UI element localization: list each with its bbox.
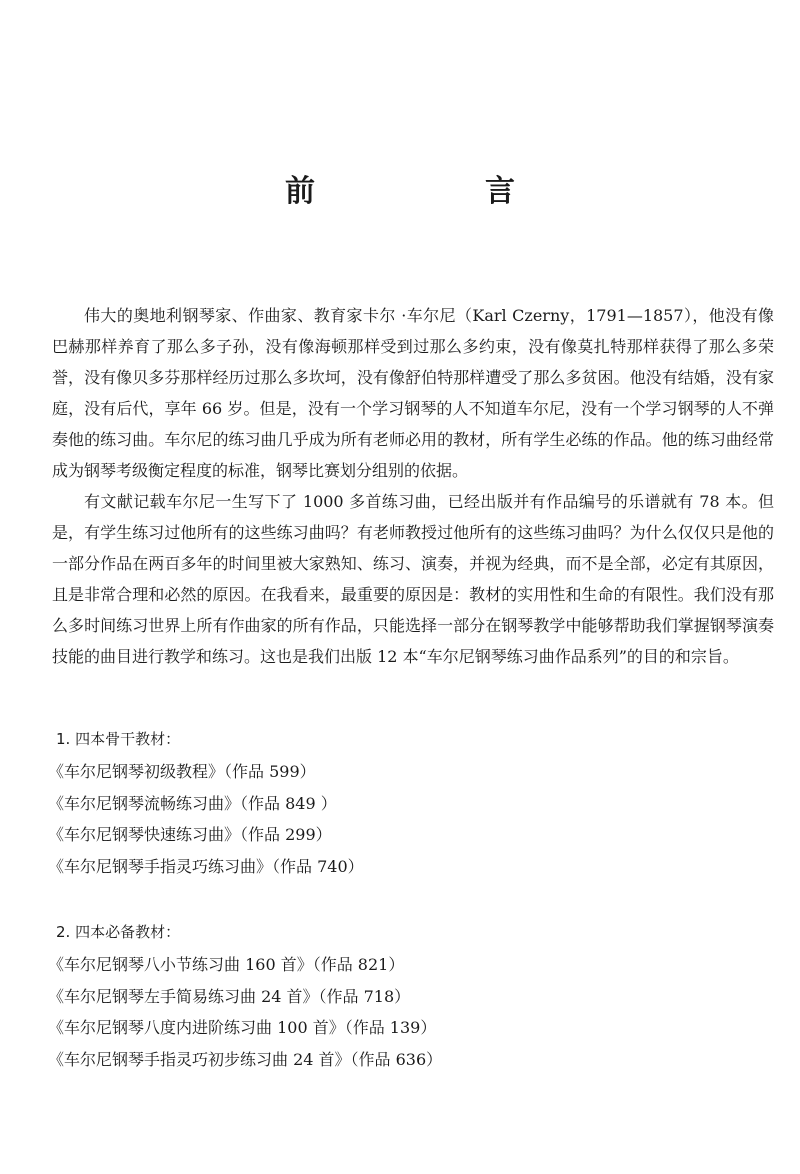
section-heading: 1. 四本骨干教材：: [56, 730, 181, 748]
book-item: 《车尔尼钢琴左手简易练习曲 24 首》（作品 718）: [48, 986, 411, 1006]
section-core-materials: [48, 724, 752, 882]
section-heading: 2. 四本必备教材：: [56, 923, 181, 941]
paragraph: 伟大的奥地利钢琴家、作曲家、教育家卡尔 ·车尔尼（Karl Czerny，1791—1857），他没有像巴赫那样养育了那么多子孙，没有像海顿那样受到过那么多约束，没有像莫扎特那样获得了那么多荣誉，没有像贝多芬那样经历过那么多坎坷，没有像舒伯特那样遭受了那么多贫困。他没有结婚，没有家庭，没有后代，享年 66 岁。但是，没有一个学习钢琴的人不知道车尔尼，没有一个学习钢琴的人不弹奏他的练习曲。车尔尼的练习曲几乎成为所有老师必用的教材，所有学生必练的作品。他的练习曲经常成为钢琴考级衡定程度的标准，钢琴比赛划分组别的依据。: [52, 306, 774, 480]
book-item: 《车尔尼钢琴流畅练习曲》（作品 849 ）: [48, 793, 337, 813]
paragraph: 有文献记载车尔尼一生写下了 1000 多首练习曲，已经出版并有作品编号的乐谱就有 78 本。但是，有学生练习过他所有的这些练习曲吗？有老师教授过他所有的这些练习曲吗？为什么仅仅只是他的一部分作品在两百多年的时间里被大家熟知、练习、演奏，并视为经典，而不是全部，必定有其原因，且是非常合理和必然的原因。在我看来，最重要的原因是：教材的实用性和生命的有限性。我们没有那么多时间练习世界上所有作曲家的所有作品，只能选择一部分在钢琴教学中能够帮助我们掌握钢琴演奏技能的曲目进行教学和练习。这也是我们出版 12 本“车尔尼钢琴练习曲作品系列”的目的和宗旨。: [52, 492, 774, 666]
page-title: 前 言: [285, 174, 585, 209]
book-item: 《车尔尼钢琴八度内进阶练习曲 100 首》（作品 139）: [48, 1018, 437, 1037]
book-item: 《车尔尼钢琴手指灵巧练习曲》（作品 740）: [48, 856, 364, 876]
book-item: 《车尔尼钢琴八小节练习曲 160 首》（作品 821）: [48, 955, 405, 974]
book-item: 《车尔尼钢琴快速练习曲》（作品 299）: [48, 825, 332, 844]
book-list: [48, 756, 752, 882]
section-essential-materials: [48, 917, 752, 1075]
book-item: 《车尔尼钢琴手指灵巧初步练习曲 24 首》（作品 636）: [48, 1049, 443, 1069]
book-list: [48, 949, 752, 1075]
book-item: 《车尔尼钢琴初级教程》（作品 599）: [48, 762, 316, 781]
preface-body: [52, 300, 774, 672]
